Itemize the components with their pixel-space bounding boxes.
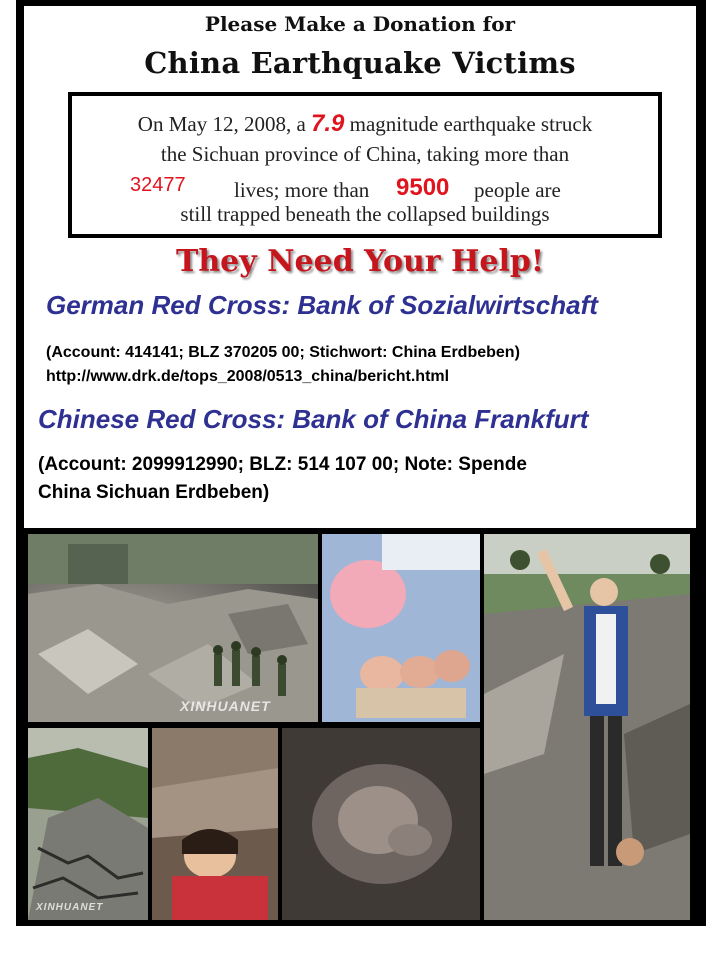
info-line-4: still trapped beneath the collapsed buildings: [180, 202, 550, 226]
newborn-babies-photo: [322, 534, 480, 722]
header-line1: Please Make a Donation for: [204, 12, 516, 36]
magnitude-value: 7.9: [311, 110, 345, 137]
info-line-1: [72, 110, 658, 138]
newborn-illustration: [322, 534, 480, 722]
german-account-details: (Account: 414141; BLZ 370205 00; Stichwort: China Erdbeben): [46, 344, 520, 361]
info-line-3-post: people are: [474, 178, 561, 202]
info-line-1-post: magnitude earthquake struck: [349, 112, 593, 136]
earthquake-info-box: [68, 92, 662, 238]
info-line-1-pre: On May 12, 2008, a: [137, 112, 306, 136]
german-red-cross-url[interactable]: http://www.drk.de/tops_2008/0513_china/bericht.html: [46, 368, 450, 385]
infant-feet-photo: [282, 728, 480, 920]
text-panel: [24, 6, 696, 528]
girl-illustration: [152, 728, 278, 920]
rescue-illustration: [484, 534, 690, 920]
cracked-road-photo: [28, 728, 148, 920]
rubble-illustration: [28, 534, 318, 722]
info-line-2: the Sichuan province of China, taking more than: [160, 142, 570, 166]
donation-poster: [16, 0, 706, 926]
photo-watermark: XINHUANET: [180, 698, 271, 714]
boy-rescue-photo: [484, 534, 690, 920]
header-title: China Earthquake Victims: [144, 46, 576, 80]
info-line-3-mid: lives; more than: [234, 178, 370, 202]
rubble-soldiers-photo: [28, 534, 318, 722]
trapped-count-value: 9500: [396, 174, 450, 201]
death-toll-value: 32477: [130, 174, 186, 196]
call-to-action: They Need Your Help!: [176, 244, 544, 279]
chinese-account-details-line2: China Sichuan Erdbeben): [38, 482, 270, 503]
chinese-account-details-line1: (Account: 2099912990; BLZ: 514 107 00; Note: Spende: [38, 454, 527, 475]
photo-collage: [16, 528, 706, 926]
photo-watermark: XINHUANET: [36, 902, 104, 913]
german-red-cross-bank: German Red Cross: Bank of Sozialwirtschaft: [46, 290, 598, 320]
road-illustration: [28, 728, 148, 920]
chinese-red-cross-bank: Chinese Red Cross: Bank of China Frankfurt: [38, 404, 589, 434]
feet-illustration: [282, 728, 480, 920]
trapped-girl-photo: [152, 728, 278, 920]
